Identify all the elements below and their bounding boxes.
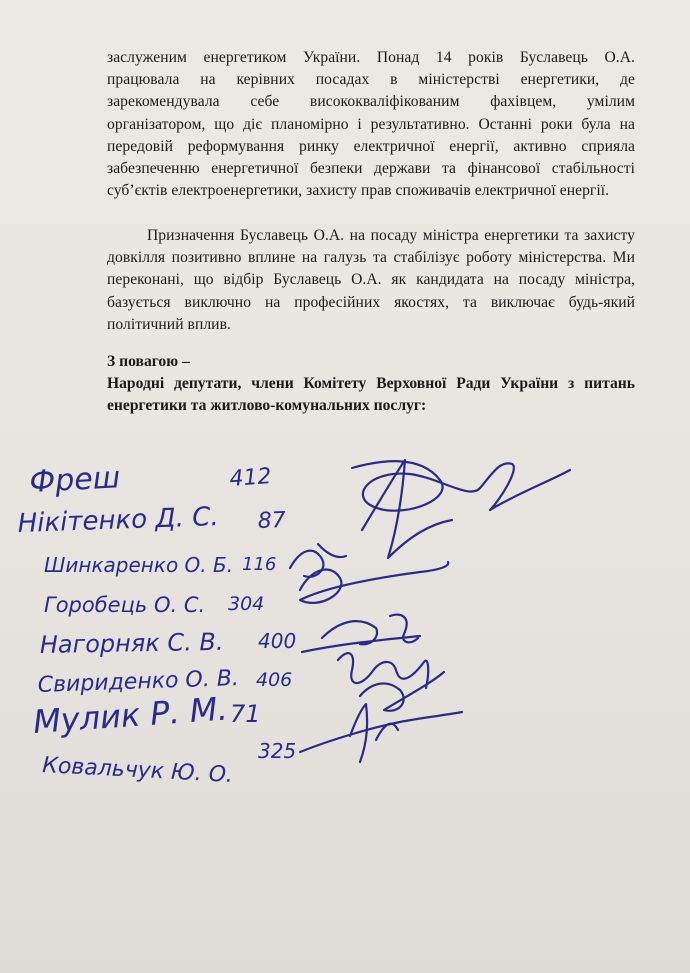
signature-name: Свириденко О. В. xyxy=(37,665,240,698)
handwritten-signatures xyxy=(0,440,690,800)
text-line: політичний вплив. xyxy=(107,315,231,333)
signature-name: Шинкаренко О. Б. xyxy=(44,553,234,577)
signature-name: Мулик Р. М. xyxy=(31,689,229,741)
text-line: переконані, що відбір Буславець О.А. як кандидата на посаду міністра, xyxy=(107,271,635,289)
text-line: Призначення Буславець О.А. на посаду міністра енергетики та захисту xyxy=(147,227,635,244)
text-line: працювала на керівних посадах в міністерстві енергетики, де xyxy=(107,71,635,89)
signature-name: Ковальчук Ю. О. xyxy=(41,753,234,788)
text-line: суб’єктів електроенергетики, захисту прав споживачів електричної енергії. xyxy=(107,182,610,200)
closing-signatories-line1: Народні депутати, члени Комітету Верховної Ради України з питань xyxy=(107,375,635,393)
signature-number: 325 xyxy=(258,739,297,763)
text-line: довкілля позитивно вплине на галузь та стабілізує роботу міністерства. Ми xyxy=(107,249,635,267)
text-line: зарекомендувала себе висококваліфікованим фахівцем, умілим xyxy=(107,93,635,111)
signature-scribble xyxy=(352,461,570,511)
signature-number: 116 xyxy=(242,554,277,575)
paragraph-qualifications xyxy=(107,47,635,202)
text-line: заслуженим енергетиком України. Понад 14 років Буславець О.А. xyxy=(107,49,635,66)
text-line: передовій реформування ринку електричної енергії, активно сприяла xyxy=(107,137,635,155)
signature-name: Горобець О. С. xyxy=(44,593,206,617)
closing-block xyxy=(107,351,635,418)
paragraph-appointment xyxy=(107,225,635,336)
closing-signatories-line2: енергетики та житлово-комунальних послуг: xyxy=(107,397,427,415)
text-line: організатором, що діє планомірно і результативно. Останні роки була на xyxy=(107,115,635,133)
signature-number: 406 xyxy=(256,669,293,691)
signature-name: Фреш xyxy=(28,460,122,500)
signature-name: Нікітенко Д. С. xyxy=(17,501,220,539)
signature-scribble xyxy=(300,704,462,762)
text-line: базується виключно на професійних якостях, та виключає будь-який xyxy=(107,293,635,311)
text-line: забезпеченню енергетичної безпеки держави та фінансової стабільності xyxy=(107,159,635,177)
signature-number: 304 xyxy=(228,593,265,615)
signature-number: 400 xyxy=(258,629,297,653)
signature-name: Нагорняк С. В. xyxy=(39,627,224,659)
signature-number: 87 xyxy=(257,508,287,534)
signature-number: 412 xyxy=(228,464,273,492)
signature-number: 71 xyxy=(230,700,261,728)
signature-scribble xyxy=(322,615,418,645)
closing-greeting: З повагою – xyxy=(107,353,190,370)
